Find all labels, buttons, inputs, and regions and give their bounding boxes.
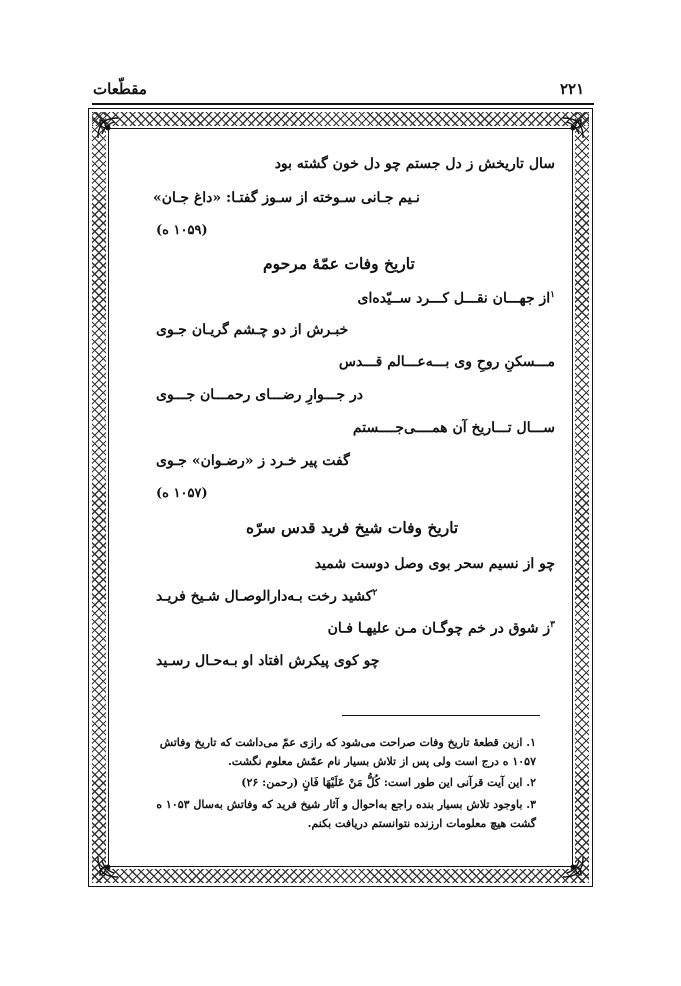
verse-line: چو از نسیم سحر بوی وصل دوست شمید [314,556,555,572]
corner-ornament-icon [94,853,122,881]
verse-line: $^۳$ز شوق در خم چوگـان مـن علیهـا فـان [327,620,555,637]
date-note: (۱۰۵۹ ه) [156,223,208,238]
corner-ornament-icon [559,853,587,881]
verse-line: سال تاریخش ز دل جستم چو دل خون گشته بود [274,156,555,172]
section-title: تاریخ وفات شیخ فرید قدس سرّه [246,518,459,537]
verse-line: در جـــوارِ رضـــای رحمـــان جـــوی [156,387,364,403]
page-number: ۲۲۱ [560,80,585,98]
border-ornament-bottom [92,869,589,883]
footnote: ۲. این آیت قرآنی این طور است: کُلُّ مَنْ عَلَیْهَا فَانٍ (رحمن: ۲۶) [241,776,536,789]
footnote-marker: ۲ [372,588,378,598]
running-header-title: مقطّعات [93,80,147,98]
header-rule [92,103,594,105]
footnote-separator [342,715,540,716]
date-note: (۱۰۵۷ ه) [156,486,208,501]
corner-ornament-icon [94,114,122,142]
footnote-marker: ۳ [550,620,555,630]
verse-line: نـیم جـانی سـوخته از سـوز گفتـا: «داغ جـان» [153,190,420,206]
footnote-marker: ۱ [550,290,555,300]
verse-line: گفت پیر خـرد ز «رضـوان» جـوی [156,453,350,469]
border-ornament-right [575,112,589,883]
border-ornament-left [92,112,106,883]
corner-ornament-icon [559,114,587,142]
footnote: ۳. باوجود تلاش بسیار بنده راجع به‌احوال و آثار شیخ فرید که وفاتش به‌سال ۱۰۵۳ ه گشت هیچ معلومات ارزنده نتوانستم دریافت بکنم. [156,798,536,830]
footnote: ۱. ازین قطعهٔ تاریخ وفات صراحت می‌شود که رازی عمّ می‌داشت که تاریخ وفاتش ۱۰۵۷ ه درج است ولی پس از تلاش بسیار نام عمّش معلوم نگشت. [159,736,536,768]
verse-line: مـــسکنِ روحِ وی بـــه‌عـــالم قـــدس [338,354,555,370]
verse-line: ســـال تـــاریخ آن همــــی‌جــــستم [352,420,555,436]
verse-line: $^۱$از جهـــان نقـــل کـــرد ســیّده‌ای [357,290,555,307]
verse-line: $^۲$کشید رخت بـه‌دارالوصـال شـیخ فریـد [156,588,378,605]
verse-line: چو کوی پیکرش افتاد او بـه‌حـال رسـید [156,653,380,669]
section-title: تاریخ وفات عمّهٔ مرحوم [263,254,415,273]
border-ornament-top [92,112,589,126]
verse-line: خبـرش از دو چـشم گریـان جـوی [156,322,349,338]
